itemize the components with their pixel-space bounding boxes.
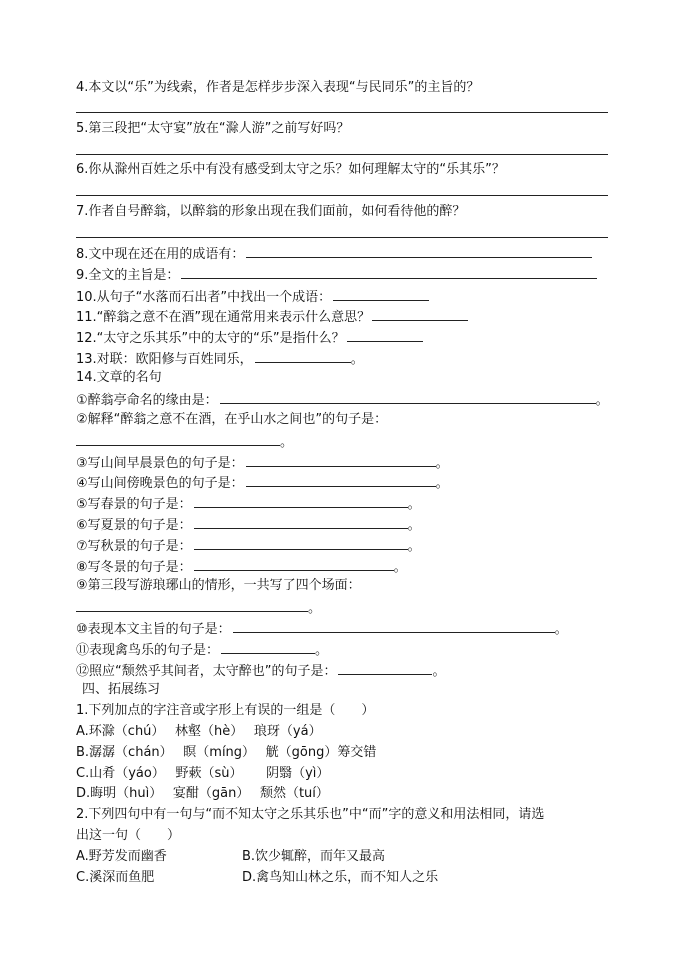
famous-12-period: 。 — [432, 664, 446, 679]
famous-2: ②解释“醉翁之意不在酒，在乎山水之间也”的句子是： — [76, 412, 388, 427]
answer-blank-famous-9[interactable] — [76, 599, 308, 612]
famous-9: ⑨第三段写游琅琊山的情形，一共写了四个场面： — [76, 578, 361, 593]
famous-10: ⑩表现本文主旨的句子是： — [76, 622, 231, 637]
answer-line-6[interactable] — [76, 195, 608, 196]
famous-3-period: 。 — [435, 456, 449, 471]
answer-blank-12[interactable] — [347, 329, 423, 342]
famous-2-period: 。 — [280, 435, 294, 450]
famous-9-answer-row — [76, 599, 321, 617]
option-2b: B.饮少辄醉，而年又最高 — [242, 849, 386, 864]
famous-10-period: 。 — [554, 622, 568, 637]
famous-1-period: 。 — [595, 393, 609, 408]
question-13-period: 。 — [350, 352, 364, 367]
famous-12: ⑫照应“颓然乎其间者，太守醉也”的句子是： — [76, 664, 337, 679]
famous-6-row — [76, 516, 421, 534]
question-10: 10.从句子“水落而石出者”中找出一个成语： — [76, 290, 332, 305]
famous-4-row — [76, 474, 449, 492]
answer-blank-famous-11[interactable] — [221, 641, 315, 654]
answer-blank-famous-4[interactable] — [246, 474, 436, 487]
famous-8-row — [76, 558, 407, 576]
question-12-row — [76, 329, 423, 347]
answer-blank-8[interactable] — [246, 245, 592, 258]
famous-2-answer-row — [76, 433, 293, 451]
question-11-row — [76, 308, 468, 326]
question-7: 7.作者自号醉翁，以醉翁的形象出现在我们面前，如何看待他的醉？ — [76, 204, 466, 219]
option-2c: C.溪深而鱼肥 — [76, 870, 155, 885]
question-12: 12.“太守之乐其乐”中的太守的“乐”是指什么？ — [76, 331, 345, 346]
answer-blank-famous-3[interactable] — [246, 454, 436, 467]
question-9: 9.全文的主旨是： — [76, 268, 180, 283]
question-5: 5.第三段把“太守宴”放在“滁人游”之前写好吗？ — [76, 121, 350, 136]
famous-7-row — [76, 537, 421, 555]
answer-blank-famous-8[interactable] — [194, 558, 394, 571]
option-1c: C.山肴（yáo） 野蔌（sù） 阴翳（yì） — [76, 766, 330, 781]
famous-3-row — [76, 454, 449, 472]
famous-6-period: 。 — [407, 518, 421, 533]
famous-8: ⑧写冬景的句子是： — [76, 560, 192, 575]
extension-question-1: 1.下列加点的字注音或字形上有误的一组是（ ） — [76, 703, 375, 718]
famous-5-row — [76, 495, 421, 513]
question-8-row — [76, 245, 592, 263]
answer-line-7[interactable] — [76, 237, 608, 238]
answer-blank-13[interactable] — [255, 350, 351, 363]
answer-blank-famous-2[interactable] — [76, 433, 280, 446]
famous-1: ①醉翁亭命名的缘由是： — [76, 393, 218, 408]
answer-blank-famous-1[interactable] — [220, 391, 596, 404]
option-2a: A.野芳发而幽香 — [76, 849, 167, 864]
question-8: 8.文中现在还在用的成语有： — [76, 247, 245, 262]
option-1d: D.晦明（huì） 宴酣（gān） 颓然（tuí） — [76, 786, 329, 801]
answer-blank-famous-5[interactable] — [194, 495, 408, 508]
section-4-heading: 四、拓展练习 — [82, 682, 161, 697]
famous-11-row — [76, 641, 328, 659]
question-6: 6.你从滁州百姓之乐中有没有感受到太守之乐？如何理解太守的“乐其乐”？ — [76, 162, 505, 177]
famous-1-row — [76, 391, 609, 409]
answer-blank-famous-10[interactable] — [233, 620, 555, 633]
question-10-row — [76, 288, 429, 306]
answer-line-4[interactable] — [76, 112, 608, 113]
answer-blank-10[interactable] — [333, 288, 429, 301]
question-13: 13.对联：欧阳修与百姓同乐， — [76, 352, 253, 367]
famous-4-period: 。 — [435, 476, 449, 491]
option-1b: B.潺潺（chán） 瞑（míng） 觥（gōng）筹交错 — [76, 745, 377, 760]
famous-3: ③写山间早晨景色的句子是： — [76, 456, 244, 471]
answer-blank-famous-12[interactable] — [338, 662, 432, 675]
question-11: 11.“醉翁之意不在酒”现在通常用来表示什么意思？ — [76, 310, 371, 325]
answer-blank-11[interactable] — [372, 308, 468, 321]
famous-11: ⑪表现禽鸟乐的句子是： — [76, 643, 220, 658]
answer-blank-famous-6[interactable] — [194, 516, 408, 529]
answer-blank-9[interactable] — [181, 266, 597, 279]
famous-7: ⑦写秋景的句子是： — [76, 539, 192, 554]
answer-blank-famous-7[interactable] — [194, 537, 408, 550]
answer-line-5[interactable] — [76, 154, 608, 155]
famous-7-period: 。 — [407, 539, 421, 554]
extension-question-2-line-1: 2.下列四句中有一句与“而不知太守之乐其乐也”中“而”字的意义和用法相同，请选 — [76, 807, 545, 822]
extension-question-2-line-2: 出这一句（ ） — [76, 828, 181, 843]
famous-5: ⑤写春景的句子是： — [76, 497, 192, 512]
famous-12-row — [76, 662, 446, 680]
famous-11-period: 。 — [315, 643, 329, 658]
question-9-row — [76, 266, 597, 284]
famous-4: ④写山间傍晚景色的句子是： — [76, 476, 244, 491]
option-1a: A.环滁（chú） 林壑（hè） 琅玡（yá） — [76, 724, 322, 739]
option-2d: D.禽鸟知山林之乐，而不知人之乐 — [242, 870, 439, 885]
question-14: 14.文章的名句 — [76, 370, 162, 385]
famous-9-period: 。 — [308, 601, 322, 616]
question-13-row — [76, 350, 364, 368]
famous-5-period: 。 — [407, 497, 421, 512]
question-4: 4.本文以“乐”为线索，作者是怎样步步深入表现“与民同乐”的主旨的？ — [76, 80, 480, 95]
famous-10-row — [76, 620, 568, 638]
famous-6: ⑥写夏景的句子是： — [76, 518, 192, 533]
famous-8-period: 。 — [393, 560, 407, 575]
